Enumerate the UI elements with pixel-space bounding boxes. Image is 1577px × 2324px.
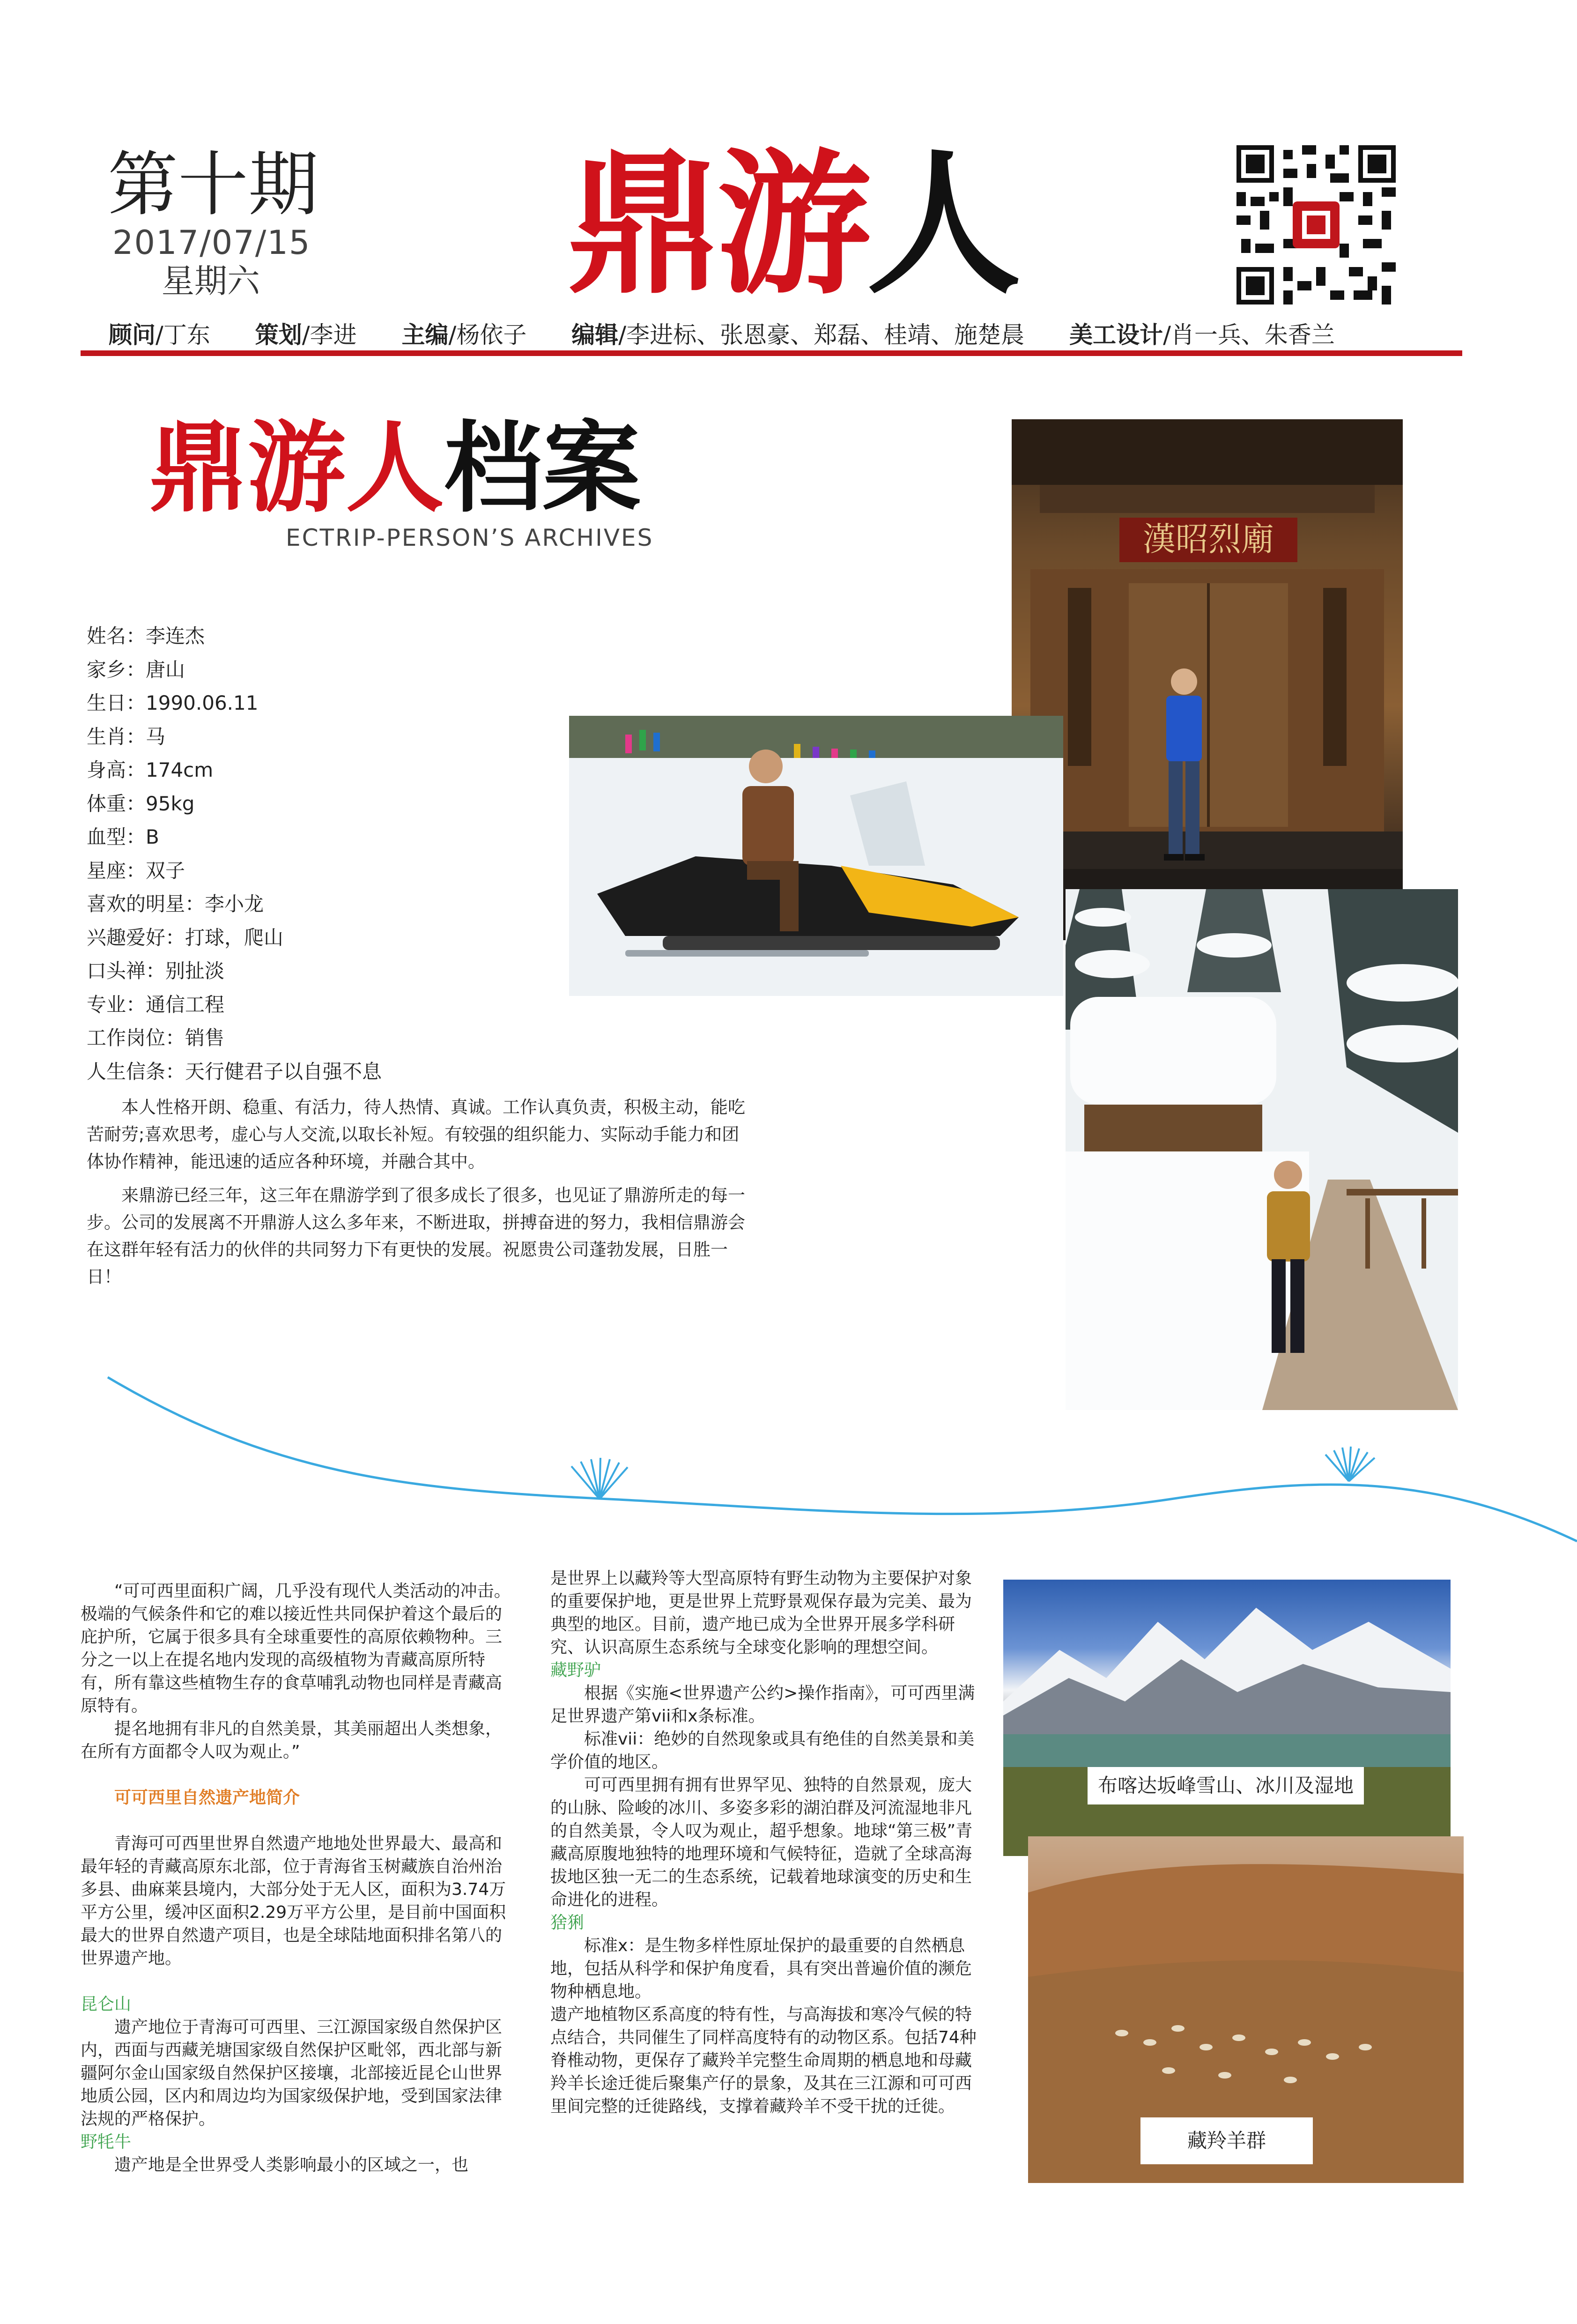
issue-weekday: 星期六 <box>162 262 260 300</box>
article-paragraph: 可可西里拥有拥有世界罕见、独特的自然景观，庞大的山脉、险峻的冰川、多姿多彩的湖泊群及河流湿地非凡的自然美景，令人叹为观止，超乎想象。地球“第三极”青藏高原腹地独特的地理环境和气候特征，造就了全球高海拔地区独一无二的生态系统，记载着地球演变的历史和生命进化的进程。 <box>550 1775 973 1909</box>
profile-name: 姓名：李连杰 <box>87 624 205 647</box>
snowmobile-photo <box>569 716 1063 996</box>
sunburst-icon <box>571 1458 628 1499</box>
masthead-logo <box>567 135 1016 315</box>
article-paragraph: 是世界上以藏羚等大型高原特有野生动物为主要保护对象的重要保护地，更是世界上荒野景观保存最为完美、最为典型的地区。目前，遗产地已成为全世界开展多学科研究、认识高原生态系统与全球变化影响的理想空间。 <box>550 1569 972 1657</box>
sunburst-icon <box>1325 1447 1375 1481</box>
article-quote: 提名地拥有非凡的自然美景，其美丽超出人类想象，在所有方面都令人叹为观止。” <box>81 1719 503 1761</box>
article-paragraph: 遗产地位于青海可可西里、三江源国家级自然保护区内，西面与西藏羌塘国家级自然保护区毗邻，西北部与新疆阿尔金山国家级自然保护区接壤，北部接近昆仑山世界地质公园，区内和周边均为国家级保护地，受到国家法律法规的严格保护。 <box>81 2018 503 2129</box>
profile-catchphrase: 口头禅：别扯淡 <box>87 959 225 982</box>
bio-paragraph: 本人性格开朗、稳重、有活力，待人热情、真诚。工作认真负责，积极主动，能吃苦耐劳;喜欢思考，虚心与人交流,以取长补短。有较强的组织能力、实际动手能力和团体协作精神，能迅速的适应各种环境，并融合其中。 <box>87 1097 745 1172</box>
profile-hobbies: 兴趣爱好：打球，爬山 <box>87 926 284 949</box>
profile-weight: 体重：95kg <box>87 792 195 815</box>
issue-number: 第十期 <box>108 144 319 226</box>
staff-editors: 编辑/李进标、张恩豪、郑磊、桂靖、施楚晨 <box>571 321 1025 349</box>
article-paragraph: 遗产地植物区系高度的特有性，与高海拔和寒冷气候的特点结合，共同催生了同样高度特有的动物区系。包括74种脊椎动物，更保存了藏羚羊完整生命周期的栖息地和母藏羚羊长途迁徙后聚集产仔的景象，及其在三江源和可可西里间完整的迁徙路线，支撑着藏羚羊不受干扰的迁徙。 <box>550 2005 977 2116</box>
profile-position: 工作岗位：销售 <box>87 1026 225 1049</box>
staff-art-design: 美工设计/肖一兵、朱香兰 <box>1069 321 1335 349</box>
article-subheading: 猞猁 <box>550 1913 585 1932</box>
issue-date: 2017/07/15 <box>112 223 311 262</box>
article-paragraph: 标准vii：绝妙的自然现象或具有绝佳的自然美景和美学价值的地区。 <box>550 1730 975 1772</box>
profile-motto: 人生信条：天行健君子以自强不息 <box>87 1060 382 1083</box>
temple-sign-text: 漢昭烈廟 <box>1143 520 1274 558</box>
article-quote: “可可西里面积广阔，几乎没有现代人类活动的冲击。极端的气候条件和它的难以接近性共同保护着这个最后的庇护所，它属于很多具有全球重要性的高原依赖物种。三分之一以上在提名地内发现的高级植物为青藏高原所特有，所有靠这些植物生存的食草哺乳动物也同样是青藏高原特有。 <box>81 1582 511 1715</box>
qr-code-icon <box>1236 145 1396 304</box>
article-subheading: 藏野驴 <box>550 1661 601 1680</box>
bio-paragraph: 来鼎游已经三年，这三年在鼎游学到了很多成长了很多，也见证了鼎游所走的每一步。公司的发展离不开鼎游人这么多年来，不断进取，拼搏奋进的努力，我相信鼎游会在这群年轻有活力的伙伴的共同努力下有更快的发展。祝愿贵公司蓬勃发展，日胜一日！ <box>87 1185 745 1287</box>
article-subheading: 昆仑山 <box>81 1995 132 2014</box>
header-divider <box>81 350 1462 356</box>
profile-major: 专业：通信工程 <box>87 993 225 1016</box>
article-paragraph: 根据《实施<世界遗产公约>操作指南》，可可西里满足世界遗产第vii和x条标准。 <box>550 1684 975 1726</box>
masthead-black: 人 <box>866 135 1016 315</box>
profile-birthday: 生日：1990.06.11 <box>87 691 259 714</box>
staff-planner: 策划/李进 <box>255 321 357 349</box>
profile-favorite-star: 喜欢的明星：李小龙 <box>87 892 264 915</box>
archive-title: 鼎游人档案 <box>149 411 641 526</box>
staff-advisor: 顾问/丁东 <box>109 321 210 349</box>
profile-blood-type: 血型：B <box>87 825 159 848</box>
article-heading: 可可西里自然遗产地简介 <box>114 1788 300 1807</box>
profile-zodiac: 生肖：马 <box>87 725 166 748</box>
article-paragraph: 青海可可西里世界自然遗产地地处世界最大、最高和最年轻的青藏高原东北部，位于青海省玉树藏族自治州治多县、曲麻莱县境内，大部分处于无人区，面积为3.74万平方公里，缓冲区面积2.29万平方公里，是目前中国面积最大的世界自然遗产项目，也是全球陆地面积排名第八的世界遗产地。 <box>81 1834 506 1968</box>
article-paragraph: 标准x：是生物多样性原址保护的最重要的自然栖息地，包括从科学和保护角度看，具有突出普遍价值的濒危物种栖息地。 <box>550 1936 972 2001</box>
profile-constellation: 星座：双子 <box>87 859 185 882</box>
profile-bio <box>87 1094 747 1297</box>
profile-height: 身高：174cm <box>87 758 214 781</box>
antelope-photo <box>1028 1836 1464 2183</box>
profile-hometown: 家乡：唐山 <box>87 658 185 681</box>
photo-caption: 布喀达坂峰雪山、冰川及湿地 <box>1088 1767 1364 1804</box>
article-column-2 <box>550 1567 981 2118</box>
mountain-photo <box>1003 1580 1451 1856</box>
article-paragraph: 遗产地是全世界受人类影响最小的区域之一，也 <box>114 2155 469 2175</box>
temple-photo <box>1012 419 1403 940</box>
article-column-1 <box>81 1580 511 2176</box>
article-subheading: 野牦牛 <box>81 2132 132 2152</box>
decorative-wave <box>0 1359 1577 1555</box>
staff-chief-editor: 主编/杨依子 <box>401 321 527 349</box>
snow-cabin-photo <box>1066 889 1458 1410</box>
masthead-red: 鼎游 <box>567 135 866 315</box>
archive-subtitle: ECTRIP-PERSON’S ARCHIVES <box>286 524 654 551</box>
photo-caption: 藏羚羊群 <box>1140 2117 1313 2164</box>
profile-list <box>87 619 625 1088</box>
staff-credits <box>109 319 1444 351</box>
